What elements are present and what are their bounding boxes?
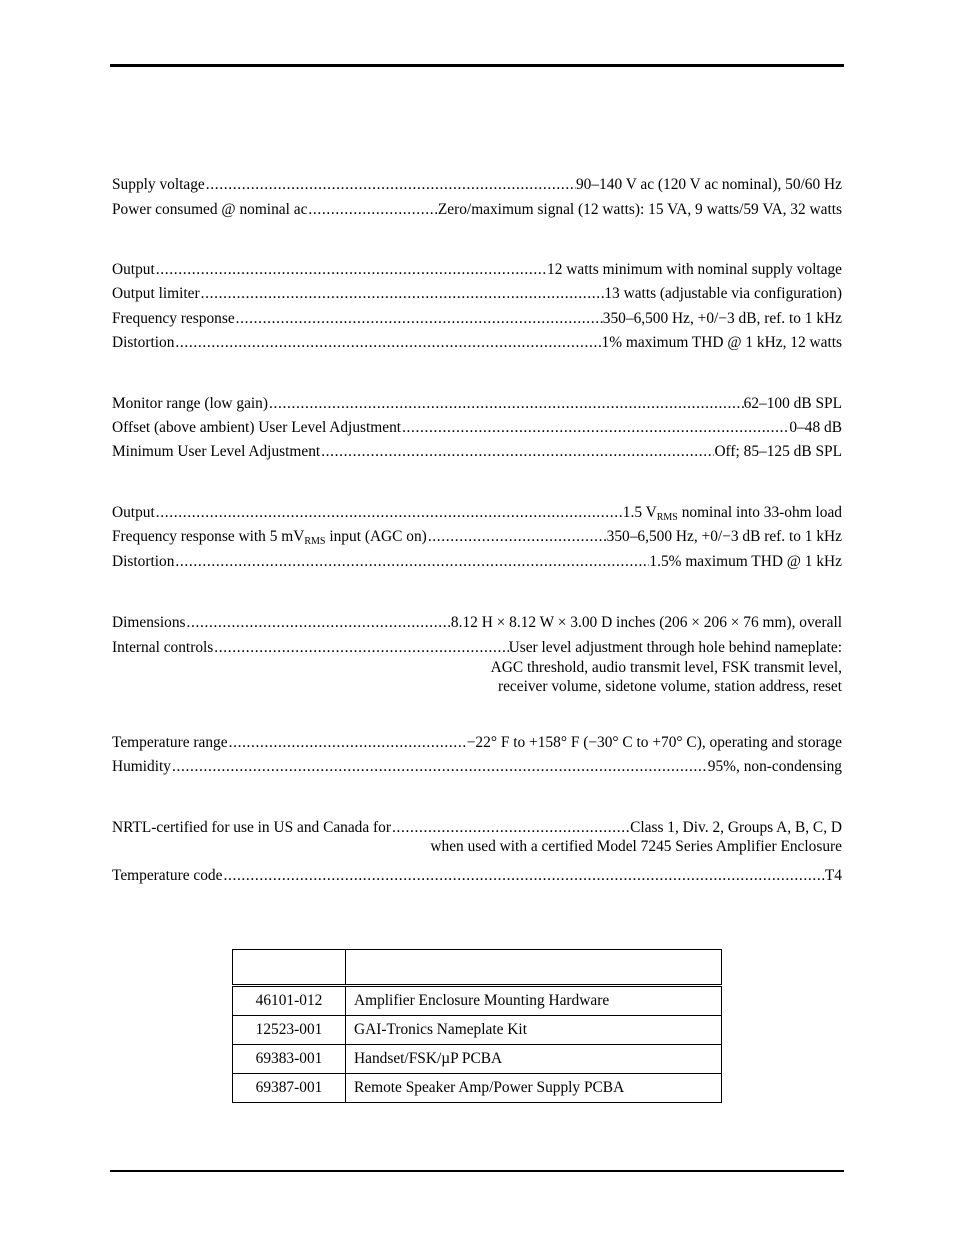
spec-label: Frequency response with 5 $mV_{RMS}$ input (AGC on) [112,528,427,547]
spec-dimensions [112,613,842,633]
spec-label: Temperature code [112,867,223,884]
table-header-row [233,950,722,986]
part-number: 12523-001 [233,1016,346,1045]
spec-value: 95%, non-condensing [707,758,842,775]
table-row [233,1045,722,1074]
spec-frequency-response [112,309,842,329]
spec-power-consumed [112,200,842,220]
part-description: Remote Speaker Amp/Power Supply PCBA [346,1074,722,1103]
spec-label: Power consumed @ nominal ac [112,201,308,218]
spec-value: 8.12 H × 8.12 W × 3.00 D inches (206 × 206 × 76 mm), overall [450,614,842,631]
spec-temperature-code [112,866,842,886]
spec-value: 90–140 V ac (120 V ac nominal), 50/60 Hz [575,176,842,193]
spec-continuation: receiver volume, sidetone volume, station address, reset [497,678,842,695]
spec-value: T4 [824,867,842,884]
spec-nrtl [112,818,842,838]
spec-line-distortion [112,552,842,572]
part-number: 46101-012 [233,986,346,1016]
table-row [233,986,722,1016]
spec-temperature-range [112,733,842,753]
spec-output-limiter [112,284,842,304]
spec-value: 1.5 $V_{RMS}$ nominal into 33-ohm load [622,504,842,523]
spec-value: 350–6,500 Hz, +0/−3 dB, ref. to 1 kHz [602,310,842,327]
spec-value: Zero/maximum signal (12 watts): 15 VA, 9 watts/59 VA, 32 watts [437,201,842,218]
part-description: GAI-Tronics Nameplate Kit [346,1016,722,1045]
spec-label: Minimum User Level Adjustment [112,443,321,460]
spec-value: 0–48 dB [789,419,842,436]
spec-distortion [112,333,842,353]
spec-output [112,260,842,280]
spec-continuation: AGC threshold, audio transmit level, FSK transmit level, [490,659,842,676]
spec-humidity [112,757,842,777]
spec-label: Frequency response [112,310,235,327]
spec-label: Temperature range [112,734,228,751]
spec-label: NRTL-certified for use in US and Canada for [112,819,392,836]
part-description: Handset/FSK/µP PCBA [346,1045,722,1074]
header-cell [346,950,722,986]
spec-value: 1% maximum THD @ 1 kHz, 12 watts [601,334,842,351]
spec-minimum-level [112,442,842,462]
spec-label: Monitor range (low gain) [112,395,269,412]
footer-rule [110,1170,844,1172]
spec-label: Distortion [112,553,175,570]
spec-value: 350–6,500 Hz, +0/−3 dB ref. to 1 kHz [606,528,842,545]
spec-value: 1.5% maximum THD @ 1 kHz [649,553,842,570]
spec-internal-controls [112,638,842,658]
spec-line-output [112,503,842,523]
parts-table [232,949,722,1103]
spec-label: Supply voltage [112,176,205,193]
spec-value: Off; 85–125 dB SPL [714,443,842,460]
spec-continuation: when used with a certified Model 7245 Series Amplifier Enclosure [430,838,842,855]
spec-label: Distortion [112,334,175,351]
part-description: Amplifier Enclosure Mounting Hardware [346,986,722,1016]
header-rule [110,64,844,67]
spec-label: Dimensions [112,614,186,631]
part-number: 69387-001 [233,1074,346,1103]
spec-label: Internal controls [112,639,214,656]
spec-offset-level [112,418,842,438]
spec-line-frequency-response [112,527,842,547]
spec-label: Humidity [112,758,171,775]
header-cell [233,950,346,986]
part-number: 69383-001 [233,1045,346,1074]
spec-value: Class 1, Div. 2, Groups A, B, C, D [630,819,842,836]
spec-label: Output [112,504,155,521]
spec-label: Output limiter [112,285,200,302]
spec-value: User level adjustment through hole behind nameplate: [508,639,842,656]
spec-value: 13 watts (adjustable via configuration) [604,285,842,302]
spec-label: Output [112,261,155,278]
spec-value: 62–100 dB SPL [743,395,842,412]
table-row [233,1016,722,1045]
spec-supply-voltage [112,175,842,195]
table-row [233,1074,722,1103]
spec-monitor-range [112,394,842,414]
spec-value: −22° F to +158° F (−30° C to +70° C), operating and storage [466,734,842,751]
spec-value: 12 watts minimum with nominal supply voltage [547,261,842,278]
spec-label: Offset (above ambient) User Level Adjustment [112,419,402,436]
